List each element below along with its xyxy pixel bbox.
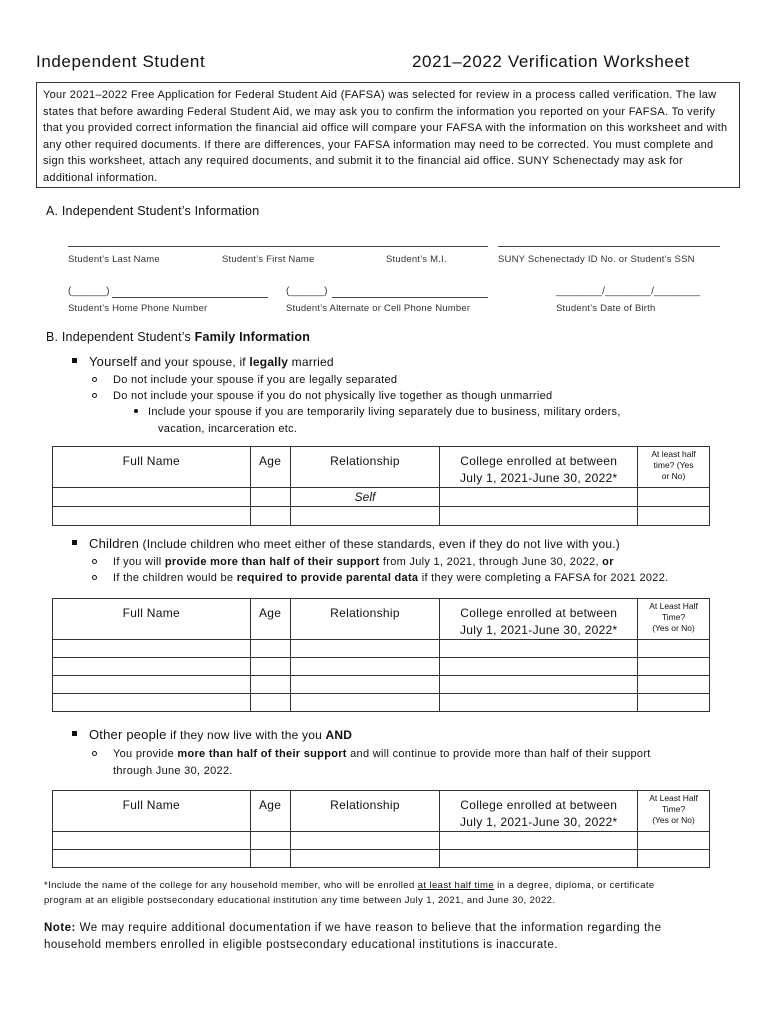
yourself-lead: Yourself xyxy=(89,354,138,369)
footnote-underline: at least half time xyxy=(417,880,495,891)
children-s2-bold: required to provide parental data xyxy=(236,572,419,584)
other-pre: if they now live with the you xyxy=(166,728,326,742)
section-b-title xyxy=(46,330,310,344)
section-a-title: A. Independent Student’s Information xyxy=(46,204,260,218)
dot-bullet-icon xyxy=(134,409,138,413)
yourself-sub-3-text: Include your spouse if you are temporarily living separately due to business, military orders, xyxy=(148,406,621,418)
col-half-l2: Time? xyxy=(661,612,686,622)
children-lead: Children xyxy=(89,536,140,551)
mi-caption: Student’s M.I. xyxy=(386,254,447,265)
home-phone-prefix: (______) xyxy=(68,286,110,297)
yourself-post: married xyxy=(288,355,334,369)
last-name-caption: Student’s Last Name xyxy=(68,254,160,265)
alt-phone-caption: Student’s Alternate or Cell Phone Number xyxy=(286,303,471,314)
col-relationship: Relationship xyxy=(290,791,440,832)
col-half-l2: Time? xyxy=(661,804,686,814)
yourself-bold: legally xyxy=(249,355,289,369)
footnote-line2: program at an eligible postsecondary educational institution any time between July 1, 2021, and June 30, 2022. xyxy=(44,895,556,906)
col-half-l1: At Least Half xyxy=(649,793,698,803)
children-s1-pre: If you will xyxy=(113,556,165,568)
table-row xyxy=(53,640,710,658)
other-s1-pre: You provide xyxy=(113,748,178,760)
yourself-bullet xyxy=(72,354,334,369)
table-row xyxy=(53,488,710,507)
id-line[interactable] xyxy=(498,246,720,247)
home-phone-line[interactable] xyxy=(112,297,268,298)
circle-bullet-icon xyxy=(92,393,97,398)
col-half-l3: or No) xyxy=(661,471,686,481)
col-half-l1: At least half xyxy=(651,449,696,459)
table-row xyxy=(53,850,710,868)
square-bullet-icon xyxy=(72,540,77,545)
household-table-children xyxy=(52,598,710,712)
note-label: Note: xyxy=(44,922,76,934)
children-s1-post: from July 1, 2021, through June 30, 2022, xyxy=(379,556,603,568)
yourself-sub-1-text: Do not include your spouse if you are legally separated xyxy=(113,374,398,386)
section-b-title-pre: B. Independent Student’s xyxy=(46,330,195,344)
footnote-post: in a degree, diploma, or certificate xyxy=(494,880,655,891)
first-name-caption: Student’s First Name xyxy=(222,254,315,265)
col-relationship: Relationship xyxy=(290,599,440,640)
table-row xyxy=(53,658,710,676)
alt-phone-prefix: (______) xyxy=(286,286,328,297)
col-half-time xyxy=(638,599,710,640)
footnote xyxy=(44,878,744,908)
section-b-title-bold: Family Information xyxy=(194,330,311,344)
col-college-l1: College enrolled at between xyxy=(460,798,618,812)
table-row xyxy=(53,507,710,526)
yourself-sub-2 xyxy=(92,390,552,402)
col-age: Age xyxy=(250,791,290,832)
col-full-name: Full Name xyxy=(53,599,251,640)
children-s2-pre: If the children would be xyxy=(113,572,237,584)
col-age: Age xyxy=(250,447,290,488)
circle-bullet-icon xyxy=(92,751,97,756)
col-college-l1: College enrolled at between xyxy=(460,606,618,620)
dob-blank[interactable]: ________/________/________ xyxy=(556,286,701,297)
other-bold: AND xyxy=(325,728,353,742)
other-sub-1-line2: through June 30, 2022. xyxy=(113,765,233,777)
household-table-other xyxy=(52,790,710,868)
other-s1-post: and will continue to provide more than half of their support xyxy=(346,748,651,760)
note-text: We may require additional documentation if we have reason to believe that the information regarding the xyxy=(75,922,662,934)
col-half-time xyxy=(638,791,710,832)
children-sub-1 xyxy=(92,556,614,568)
col-college-l1: College enrolled at between xyxy=(460,454,618,468)
intro-box xyxy=(36,82,740,188)
circle-bullet-icon xyxy=(92,575,97,580)
children-s1-or: or xyxy=(602,556,614,568)
children-s2-post: if they were completing a FAFSA for 2021 2022. xyxy=(418,572,669,584)
id-caption: SUNY Schenectady ID No. or Student’s SSN xyxy=(498,254,695,265)
other-lead: Other people xyxy=(89,727,167,742)
col-full-name: Full Name xyxy=(53,447,251,488)
yourself-sub-1 xyxy=(92,374,397,386)
square-bullet-icon xyxy=(72,731,77,736)
yourself-pre: and your spouse, if xyxy=(137,355,250,369)
note xyxy=(44,920,744,954)
note-line2: household members enrolled in eligible postsecondary educational institutions is inaccurate. xyxy=(44,939,558,951)
col-full-name: Full Name xyxy=(53,791,251,832)
name-line[interactable] xyxy=(68,246,488,247)
other-bullet xyxy=(72,727,352,742)
circle-bullet-icon xyxy=(92,559,97,564)
col-age: Age xyxy=(250,599,290,640)
yourself-sub-3-line2: vacation, incarceration etc. xyxy=(158,423,298,435)
col-college-l2: July 1, 2021-June 30, 2022* xyxy=(459,471,618,485)
children-s1-bold: provide more than half of their support xyxy=(164,556,380,568)
children-rest: (Include children who meet either of these standards, even if they do not live with you.) xyxy=(139,537,620,551)
col-half-l2: time? (Yes xyxy=(653,460,694,470)
intro-text: Your 2021–2022 Free Application for Federal Student Aid (FAFSA) was selected for review in a process called verification. The law states that before awarding Federal Student Aid, we may ask you to confirm the information you reported on your FAFSA. To verify that you provided correct information the financial aid office will compare your FAFSA with the information on this worksheet and with any other required documents. If there are differences, your FAFSA information may need to be corrected. You must complete and sign this worksheet, attach any required documents, and submit it to the financial aid office. SUNY Schenectady may ask for additional information. xyxy=(43,89,728,184)
col-college-l2: July 1, 2021-June 30, 2022* xyxy=(459,815,618,829)
self-cell: Self xyxy=(290,488,440,507)
table-row xyxy=(53,832,710,850)
col-half-l3: (Yes or No) xyxy=(652,815,695,825)
yourself-sub-3 xyxy=(134,406,621,418)
home-phone-caption: Student’s Home Phone Number xyxy=(68,303,208,314)
col-college xyxy=(440,791,638,832)
col-college xyxy=(440,447,638,488)
alt-phone-line[interactable] xyxy=(332,297,488,298)
col-college-l2: July 1, 2021-June 30, 2022* xyxy=(459,623,618,637)
table-row xyxy=(53,676,710,694)
yourself-sub-2-text: Do not include your spouse if you do not physically live together as though unmarried xyxy=(113,390,553,402)
household-table-self xyxy=(52,446,710,526)
children-sub-2 xyxy=(92,572,668,584)
col-half-time xyxy=(638,447,710,488)
table-row xyxy=(53,694,710,712)
dob-caption: Student’s Date of Birth xyxy=(556,303,656,314)
col-relationship: Relationship xyxy=(290,447,440,488)
square-bullet-icon xyxy=(72,358,77,363)
page-title-right: 2021–2022 Verification Worksheet xyxy=(412,52,690,71)
children-bullet xyxy=(72,536,620,551)
col-half-l1: At Least Half xyxy=(649,601,698,611)
footnote-pre: *Include the name of the college for any household member, who will be enrolled xyxy=(44,880,418,891)
circle-bullet-icon xyxy=(92,377,97,382)
col-half-l3: (Yes or No) xyxy=(652,623,695,633)
other-s1-bold: more than half of their support xyxy=(177,748,347,760)
col-college xyxy=(440,599,638,640)
other-sub-1 xyxy=(92,748,651,760)
page-title-left: Independent Student xyxy=(36,52,206,71)
